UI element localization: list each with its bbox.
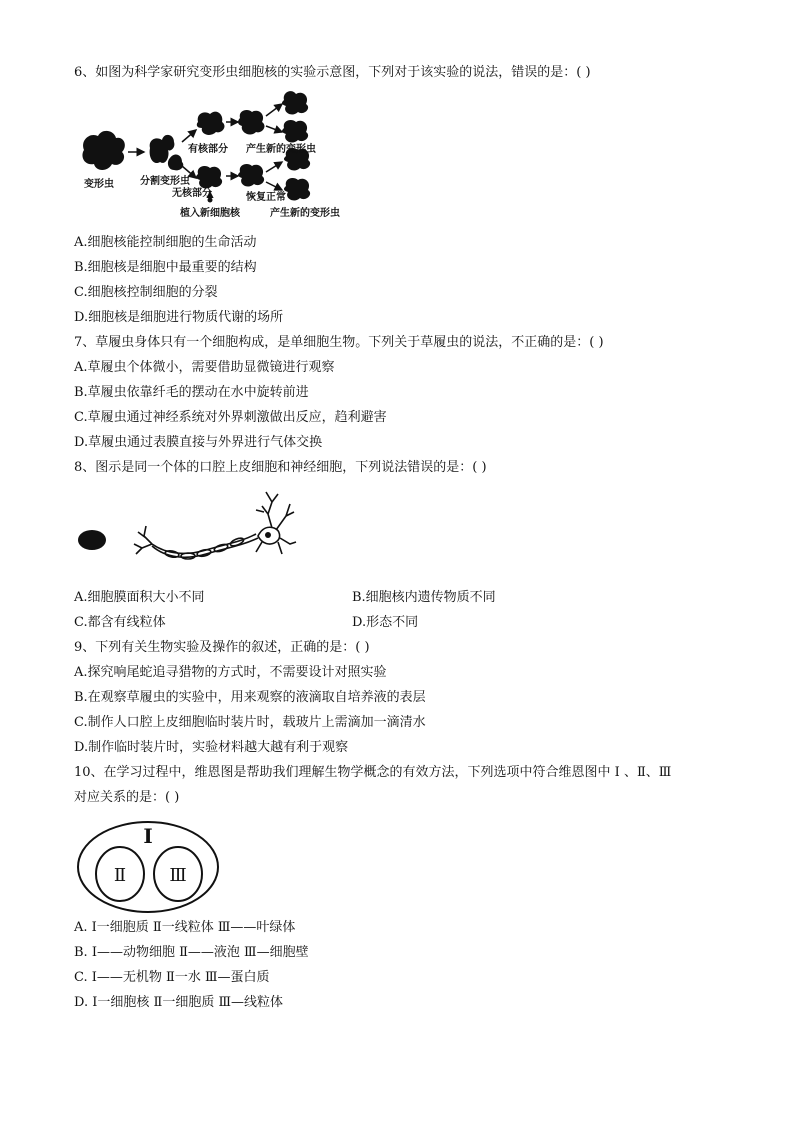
q10-stem-line1: 10、在学习过程中，维恩图是帮助我们理解生物学概念的有效方法，下列选项中符合维恩图中 Ⅰ 、Ⅱ、Ⅲ bbox=[74, 765, 672, 780]
venn-label-outer: Ⅰ bbox=[143, 824, 153, 848]
label-new-amoeba-top: 产生新的变形虫 bbox=[246, 144, 316, 155]
nerve-cell-nucleus bbox=[265, 532, 271, 538]
nerve-cell bbox=[134, 492, 296, 559]
q9-option-a: A.探究响尾蛇追寻猎物的方式时，不需要设计对照实验 bbox=[74, 665, 387, 680]
new-amoeba-blob bbox=[284, 178, 310, 200]
venn-diagram bbox=[76, 820, 220, 914]
q10-option-c: C. Ⅰ——无机物 Ⅱ一水 Ⅲ—蛋白质 bbox=[74, 970, 270, 985]
label-recovered: 恢复正常 bbox=[246, 192, 286, 203]
q9-option-b: B.在观察草履虫的实验中，用来观察的液滴取自培养液的表层 bbox=[74, 690, 426, 705]
recovered-amoeba-blob bbox=[238, 164, 264, 186]
arrow bbox=[182, 130, 196, 142]
venn-label-left: Ⅱ bbox=[113, 865, 127, 886]
q8-option-d: D.形态不同 bbox=[352, 615, 419, 630]
cells-figure bbox=[76, 484, 296, 574]
q7-option-d: D.草履虫通过表膜直接与外界进行气体交换 bbox=[74, 435, 323, 450]
q8-option-a: A.细胞膜面积大小不同 bbox=[74, 590, 205, 605]
q7-stem: 7、草履虫身体只有一个细胞构成，是单细胞生物。下列关于草履虫的说法，不正确的是：( ) bbox=[74, 335, 604, 350]
nucleated-part-blob bbox=[238, 110, 264, 134]
q8-option-c: C.都含有线粒体 bbox=[74, 615, 166, 630]
q9-option-c: C.制作人口腔上皮细胞临时装片时，载玻片上需滴加一滴清水 bbox=[74, 715, 426, 730]
label-new-amoeba-bottom: 产生新的变形虫 bbox=[270, 208, 340, 219]
q6-option-a: A.细胞核能控制细胞的生命活动 bbox=[74, 235, 257, 250]
enucleated-part-blob bbox=[196, 166, 222, 188]
q10-option-d: D. Ⅰ一细胞核 Ⅱ一细胞质 Ⅲ—线粒体 bbox=[74, 995, 283, 1010]
label-amoeba: 变形虫 bbox=[84, 179, 114, 190]
arrow bbox=[266, 182, 282, 190]
label-enucleated: 无核部分 bbox=[172, 188, 212, 199]
epithelial-cell bbox=[78, 530, 106, 550]
split-amoeba-blob bbox=[168, 155, 183, 171]
q9-stem: 9、下列有关生物实验及操作的叙述，正确的是：( ) bbox=[74, 640, 370, 655]
arrow bbox=[266, 104, 282, 116]
q10-option-a: A. Ⅰ一细胞质 Ⅱ一线粒体 Ⅲ——叶绿体 bbox=[74, 920, 296, 935]
label-split: 分割变形虫 bbox=[140, 176, 190, 187]
q7-option-a: A.草履虫个体微小，需要借助显微镜进行观察 bbox=[74, 360, 335, 375]
new-amoeba-blob bbox=[282, 120, 308, 142]
arrow bbox=[266, 126, 282, 132]
arrow bbox=[266, 162, 282, 172]
amoeba-experiment-figure bbox=[70, 92, 370, 222]
q6-option-d: D.细胞核是细胞进行物质代谢的场所 bbox=[74, 310, 284, 325]
q6-option-b: B.细胞核是细胞中最重要的结构 bbox=[74, 260, 257, 275]
q9-option-d: D.制作临时装片时，实验材料越大越有利于观察 bbox=[74, 740, 349, 755]
label-implant: 植入新细胞核 bbox=[180, 208, 240, 219]
label-nucleated: 有核部分 bbox=[188, 144, 228, 155]
q7-option-c: C.草履虫通过神经系统对外界刺激做出反应，趋利避害 bbox=[74, 410, 387, 425]
q8-option-b: B.细胞核内遗传物质不同 bbox=[352, 590, 496, 605]
q8-stem: 8、图示是同一个体的口腔上皮细胞和神经细胞，下列说法错误的是：( ) bbox=[74, 460, 487, 475]
q10-stem-line2: 对应关系的是：( ) bbox=[74, 790, 180, 805]
q6-stem: 6、如图为科学家研究变形虫细胞核的实验示意图，下列对于该实验的说法，错误的是：( ) bbox=[74, 65, 591, 80]
new-amoeba-blob bbox=[282, 91, 308, 114]
q7-option-b: B.草履虫依靠纤毛的摆动在水中旋转前进 bbox=[74, 385, 309, 400]
amoeba-blob bbox=[82, 131, 124, 170]
venn-label-right: Ⅲ bbox=[169, 865, 187, 886]
q6-option-c: C.细胞核控制细胞的分裂 bbox=[74, 285, 218, 300]
q10-option-b: B. Ⅰ——动物细胞 Ⅱ——液泡 Ⅲ—细胞壁 bbox=[74, 945, 309, 960]
nucleated-part-blob bbox=[197, 112, 225, 135]
